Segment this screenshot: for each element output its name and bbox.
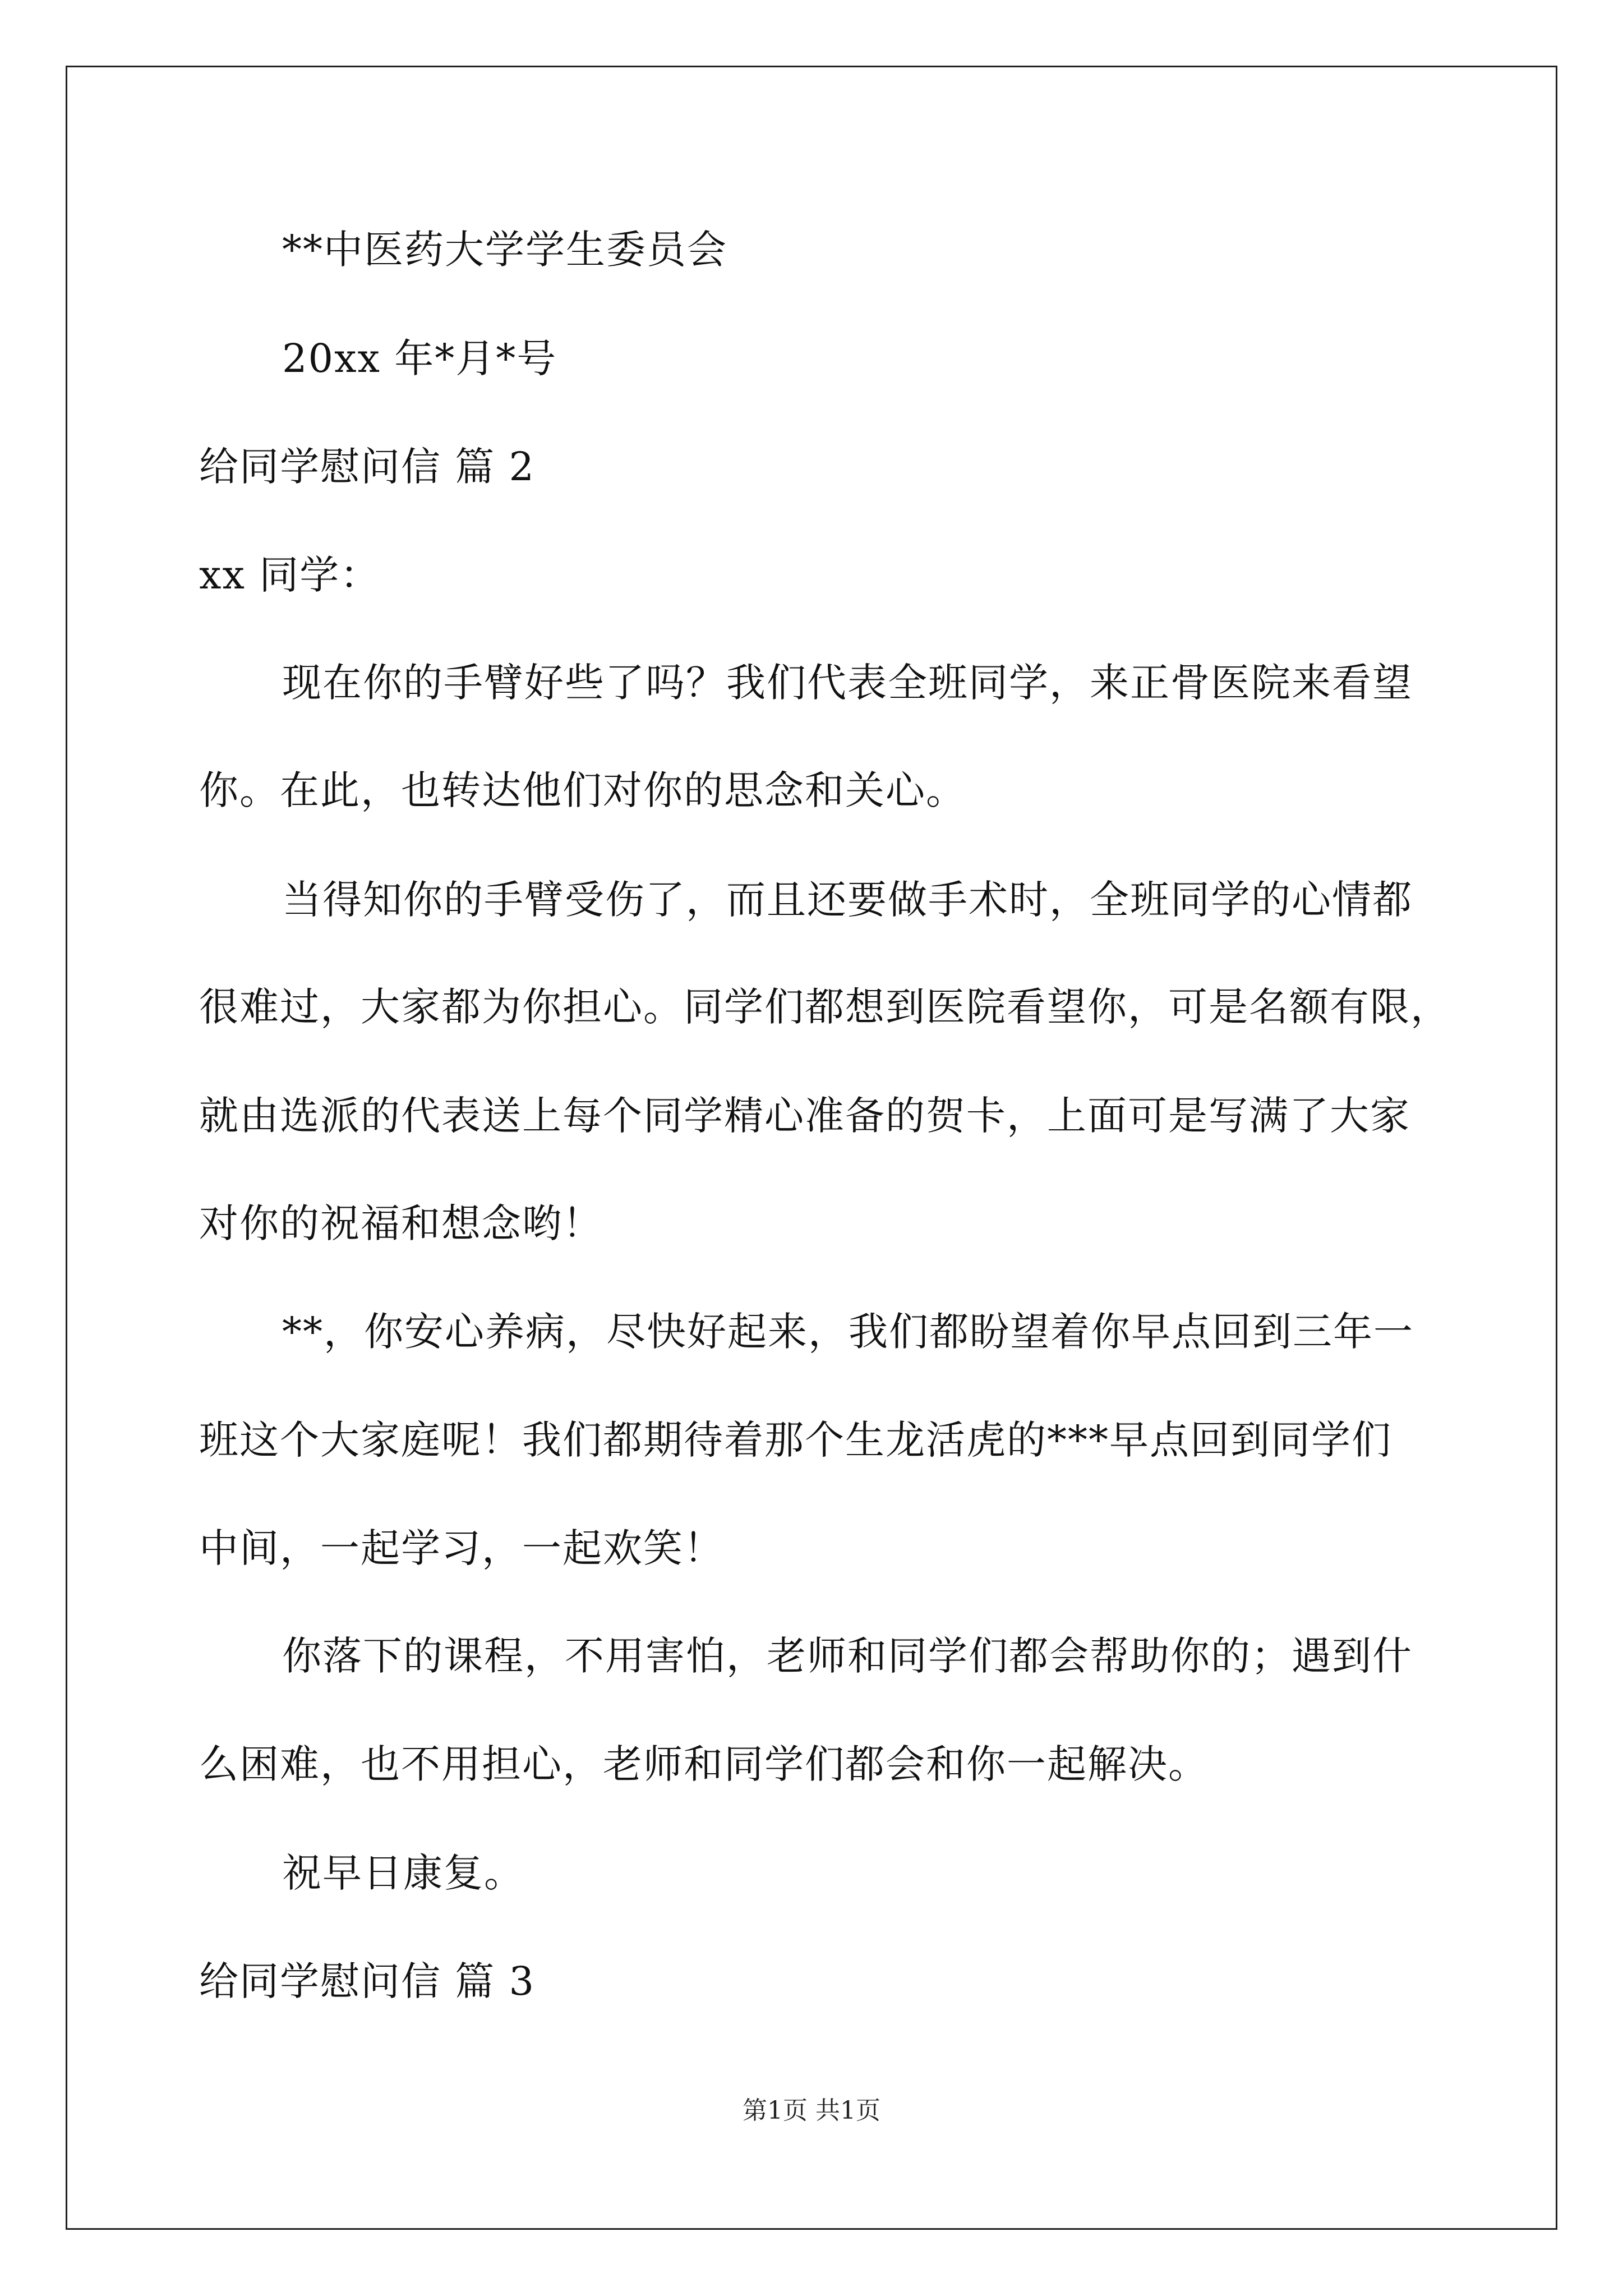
- paragraph-4-line-2: 么困难，也不用担心，老师和同学们都会和你一起解决。: [199, 1741, 1209, 1787]
- paragraph-1-line-2: 你。在此，也转达他们对你的思念和关心。: [199, 767, 966, 813]
- paragraph-2-line-4: 对你的祝福和想念哟！: [199, 1200, 603, 1246]
- paragraph-2-line-1: 当得知你的手臂受伤了，而且还要做手术时，全班同学的心情都: [282, 877, 1413, 923]
- page-border: [66, 66, 1557, 2230]
- paragraph-2-line-3: 就由选派的代表送上每个同学精心准备的贺卡，上面可是写满了大家: [199, 1093, 1410, 1139]
- paragraph-3-line-2: 班这个大家庭呢！我们都期待着那个生龙活虎的***早点回到同学们: [199, 1417, 1392, 1463]
- signature-organization: **中医药大学学生委员会: [282, 227, 727, 273]
- page-footer: 第1页 共1页: [743, 2096, 880, 2125]
- section-heading-2: 给同学慰问信 篇 2: [199, 444, 536, 490]
- section-heading-3: 给同学慰问信 篇 3: [199, 1958, 536, 2004]
- paragraph-3-line-1: **，你安心养病，尽快好起来，我们都盼望着你早点回到三年一: [282, 1309, 1414, 1355]
- signature-date: 20xx 年*月*号: [282, 335, 557, 381]
- paragraph-1-line-1: 现在你的手臂好些了吗？我们代表全班同学，来正骨医院来看望: [282, 660, 1413, 706]
- salutation: xx 同学：: [199, 552, 381, 598]
- paragraph-2-line-2: 很难过，大家都为你担心。同学们都想到医院看望你，可是名额有限，: [199, 984, 1451, 1030]
- paragraph-3-line-3: 中间，一起学习，一起欢笑！: [199, 1525, 724, 1571]
- closing-wish: 祝早日康复。: [282, 1850, 524, 1896]
- paragraph-4-line-1: 你落下的课程，不用害怕，老师和同学们都会帮助你的；遇到什: [282, 1633, 1413, 1679]
